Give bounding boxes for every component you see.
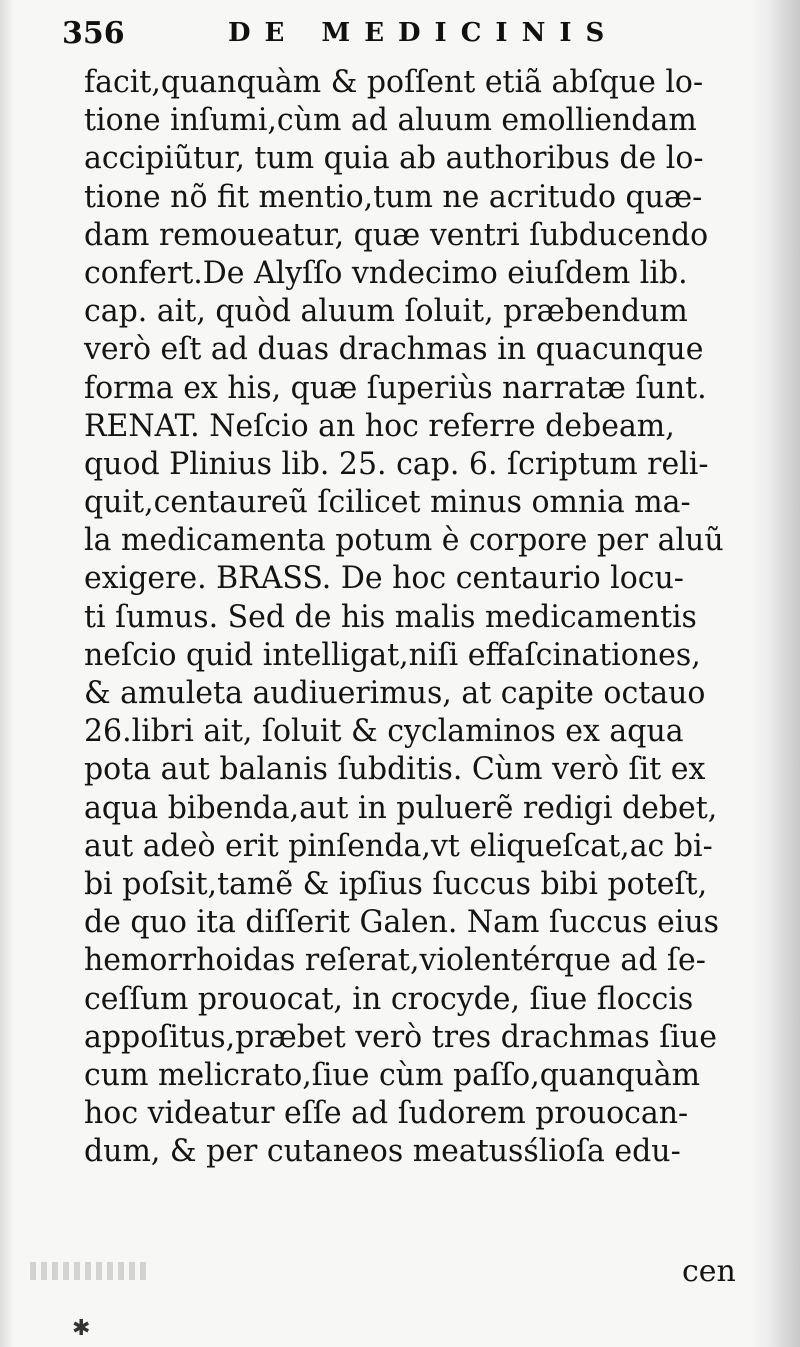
text-line: RENAT. Neſcio an hoc referre debeam, bbox=[84, 408, 675, 444]
scan-shadow-right bbox=[752, 0, 800, 1347]
text-line: dum, & per cutaneos meatusślioſa edu- bbox=[84, 1134, 681, 1170]
text-line: cap. ait, quòd aluum ſoluit, præbendum bbox=[84, 294, 688, 330]
catchword: cen bbox=[682, 1254, 736, 1289]
page-number: 356 bbox=[62, 16, 125, 51]
body-text bbox=[84, 64, 750, 1171]
text-line: hoc videatur eſſe ad ſudorem prouocan- bbox=[84, 1096, 689, 1132]
asterisk-mark-icon: ✱ bbox=[72, 1316, 91, 1341]
text-line: forma ex his, quæ ſuperiùs narratæ ſunt. bbox=[84, 370, 707, 406]
text-line: quod Plinius lib. 25. cap. 6. ſcriptum reli- bbox=[84, 446, 709, 482]
text-line: bi poſsit,tamẽ & ipſius ſuccus bibi poteſt, bbox=[84, 866, 708, 902]
text-line: accipiũtur, tum quia ab authoribus de lo- bbox=[84, 141, 704, 177]
bleed-through-mark bbox=[30, 1262, 150, 1280]
text-line: & amuleta audiuerimus, at capite octauo bbox=[84, 676, 706, 711]
text-line: dam remoueatur, quæ ventri ſubducendo bbox=[84, 217, 709, 253]
text-line: facit,quanquàm & poſſent etiã abſque lo- bbox=[84, 65, 704, 100]
text-line: quit,centaureũ ſcilicet minus omnia ma- bbox=[84, 485, 691, 521]
running-head bbox=[62, 14, 622, 54]
text-line: aqua bibenda,aut in puluerẽ redigi debet, bbox=[84, 790, 718, 826]
text-line: 26.libri ait, ſoluit & cyclaminos ex aqua bbox=[84, 714, 684, 750]
text-line: la medicamenta potum è corpore per aluũ bbox=[84, 523, 724, 559]
text-line: confert.De Alyſſo vndecimo eiuſdem lib. bbox=[84, 255, 688, 291]
text-line: verò eſt ad duas drachmas in quacunque bbox=[84, 332, 704, 368]
text-line: tione nõ fit mentio,tum ne acritudo quæ- bbox=[84, 179, 703, 215]
text-line: neſcio quid intelligat,niſi effaſcinationes, bbox=[84, 637, 701, 673]
text-line: aut adeò erit pinſenda,vt eliqueſcat,ac bi- bbox=[84, 828, 713, 864]
scan-shadow-left bbox=[0, 0, 14, 1347]
text-line: hemorrhoidas reſerat,violentérque ad ſe- bbox=[84, 943, 706, 979]
text-line: exigere. BRASS. De hoc centaurio locu- bbox=[84, 561, 684, 597]
text-line: ti ſumus. Sed de his malis medicamentis bbox=[84, 599, 697, 635]
running-title: DE MEDICINIS bbox=[228, 18, 619, 48]
text-line: cum melicrato,ſiue cùm paſſo,quanquàm bbox=[84, 1057, 701, 1093]
text-line: appoſitus,præbet verò tres drachmas ſiue bbox=[84, 1019, 717, 1055]
text-line: pota aut balanis ſubditis. Cùm verò ſit ex bbox=[84, 752, 706, 788]
text-line: ceſſum prouocat, in crocyde, ſiue floccis bbox=[84, 981, 694, 1017]
text-line: de quo ita diſſerit Galen. Nam ſuccus eius bbox=[84, 905, 719, 941]
text-line: tione inſumi,cùm ad aluum emolliendam bbox=[84, 103, 697, 139]
